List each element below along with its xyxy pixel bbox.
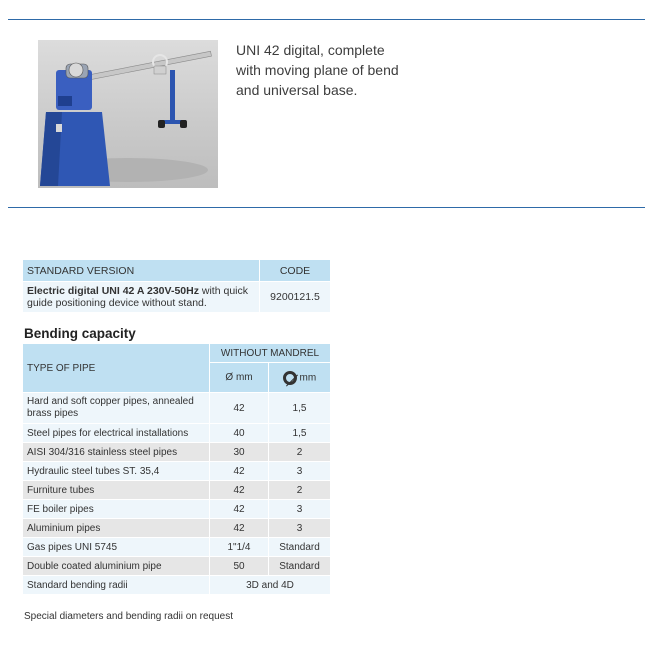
table-row-diameter: 42 (210, 393, 268, 423)
standard-version-header: STANDARD VERSION (23, 260, 259, 281)
table-row-type: Hydraulic steel tubes ST. 35,4 (23, 462, 209, 480)
table-row-diameter: 40 (210, 424, 268, 442)
code-header: CODE (260, 260, 330, 281)
standard-radii-label: Standard bending radii (23, 576, 209, 594)
table-row-type: Furniture tubes (23, 481, 209, 499)
table-row-diameter: 42 (210, 462, 268, 480)
product-code: 9200121.5 (260, 282, 330, 312)
standard-version-table (22, 259, 331, 313)
model-details: with quick guide positioning device without stand. (27, 285, 248, 309)
wall-thickness-icon (283, 371, 297, 385)
table-row-thickness: 3 (269, 462, 330, 480)
table-row-thickness: 2 (269, 443, 330, 461)
standard-radii-value: 3D and 4D (210, 576, 330, 594)
middle-divider (8, 207, 645, 208)
bending-capacity-table (22, 343, 331, 595)
table-row-diameter: 42 (210, 500, 268, 518)
table-row-thickness: Standard (269, 538, 330, 556)
table-row-thickness: Standard (269, 557, 330, 575)
product-image (38, 40, 218, 188)
caption-line: and universal base. (236, 82, 358, 98)
table-row-diameter: 30 (210, 443, 268, 461)
table-row-diameter: 42 (210, 519, 268, 537)
table-row-type: Aluminium pipes (23, 519, 209, 537)
table-row-diameter: 1"1/4 (210, 538, 268, 556)
caption-line: with moving plane of bend (236, 62, 399, 78)
table-row-thickness: 3 (269, 519, 330, 537)
table-row-thickness: 1,5 (269, 393, 330, 423)
table-row-type: Gas pipes UNI 5745 (23, 538, 209, 556)
pipe-bender-illustration (38, 40, 218, 188)
table-row-diameter: 42 (210, 481, 268, 499)
thickness-unit: mm (299, 372, 317, 384)
table-row-thickness: 2 (269, 481, 330, 499)
model-name: Electric digital UNI 42 A 230V-50Hz (27, 285, 199, 297)
without-mandrel-header: WITHOUT MANDREL (210, 344, 330, 362)
table-row-type: FE boiler pipes (23, 500, 209, 518)
top-divider (8, 19, 645, 20)
table-row-type: Steel pipes for electrical installations (23, 424, 209, 442)
table-row-thickness: 1,5 (269, 424, 330, 442)
section-title: Bending capacity (24, 326, 136, 341)
product-caption (236, 40, 436, 100)
diameter-header: Ø mm (210, 363, 268, 392)
table-row-diameter: 50 (210, 557, 268, 575)
table-row-type: Double coated aluminium pipe (23, 557, 209, 575)
type-of-pipe-header: TYPE OF PIPE (23, 344, 209, 392)
footnote: Special diameters and bending radii on request (24, 611, 234, 622)
table-row-type: Hard and soft copper pipes, annealed brass pipes (23, 393, 209, 423)
model-description (23, 282, 259, 312)
thickness-header (269, 363, 330, 392)
caption-line: UNI 42 digital, complete (236, 42, 385, 58)
table-row-type: AISI 304/316 stainless steel pipes (23, 443, 209, 461)
table-row-thickness: 3 (269, 500, 330, 518)
